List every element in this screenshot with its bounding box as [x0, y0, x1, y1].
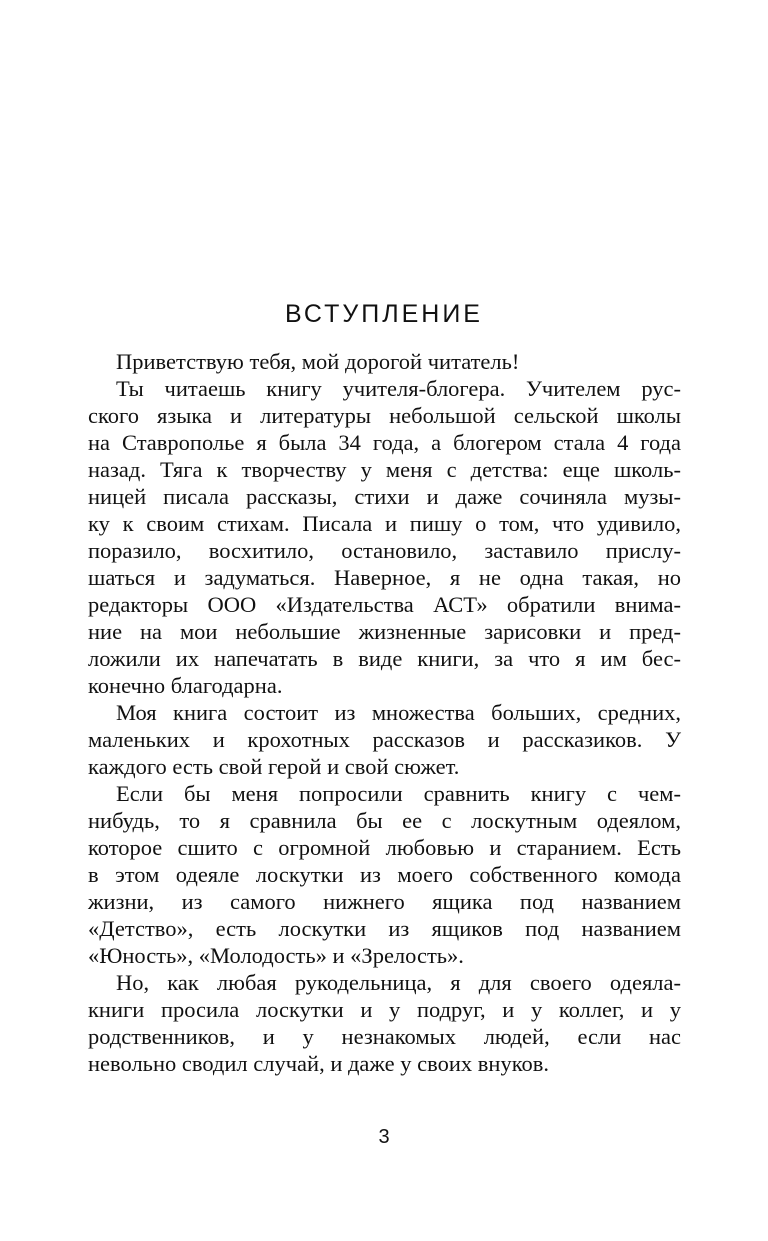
text-line: каждого есть свой герой и свой сюжет.: [88, 754, 460, 779]
paragraph: [88, 969, 681, 1077]
text-line: Если бы меня попросили сравнить книгу с чем-: [116, 781, 681, 806]
text-line: «Детство», есть лоскутки из ящиков под названием: [88, 916, 681, 941]
paragraph: [88, 699, 681, 780]
text-line: «Юность», «Молодость» и «Зрелость».: [88, 943, 464, 968]
text-line: ку к своим стихам. Писала и пишу о том, что удивило,: [88, 511, 681, 536]
text-line: книги просила лоскутки и у подруг, и у коллег, и у: [88, 997, 681, 1022]
text-line: конечно благодарна.: [88, 673, 283, 698]
text-line: Но, как любая рукодельница, я для своего одеяла-: [116, 970, 681, 995]
text-line: родственников, и у незнакомых людей, если нас: [88, 1024, 681, 1049]
text-line: невольно сводил случай, и даже у своих внуков.: [88, 1051, 549, 1076]
text-line: Моя книга состоит из множества больших, средних,: [116, 700, 681, 725]
text-line: ние на мои небольшие жизненные зарисовки и пред-: [88, 619, 681, 644]
text-line: ложили их напечатать в виде книги, за что я им бес-: [88, 646, 681, 671]
text-line: маленьких и крохотных рассказов и рассказиков. У: [88, 727, 681, 752]
text-line: поразило, восхитило, остановило, заставило прислу-: [88, 538, 681, 563]
text-line: редакторы ООО «Издательства АСТ» обратили внима-: [88, 592, 681, 617]
text-line: нибудь, то я сравнила бы ее с лоскутным одеялом,: [88, 808, 681, 833]
paragraph: [88, 375, 681, 699]
text-line: в этом одеяле лоскутки из моего собственного комода: [88, 862, 681, 887]
text-line: жизни, из самого нижнего ящика под названием: [88, 889, 681, 914]
paragraph: [88, 348, 681, 375]
text-line: которое сшито с огромной любовью и старанием. Есть: [88, 835, 681, 860]
text-line: Приветствую тебя, мой дорогой читатель!: [116, 349, 520, 374]
chapter-title: ВСТУПЛЕНИЕ: [285, 299, 483, 328]
paragraph: [88, 780, 681, 969]
chapter-body: [88, 348, 681, 1077]
page-number: 3: [378, 1126, 390, 1148]
text-line: назад. Тяга к творчеству у меня с детства: еще школь-: [88, 457, 681, 482]
text-line: ского языка и литературы небольшой сельской школы: [88, 403, 681, 428]
text-line: на Ставрополье я была 34 года, а блогером стала 4 года: [88, 430, 681, 455]
text-line: Ты читаешь книгу учителя-блогера. Учителем рус-: [116, 376, 681, 401]
text-line: шаться и задуматься. Наверное, я не одна такая, но: [88, 565, 681, 590]
text-line: ницей писала рассказы, стихи и даже сочиняла музы-: [88, 484, 681, 509]
